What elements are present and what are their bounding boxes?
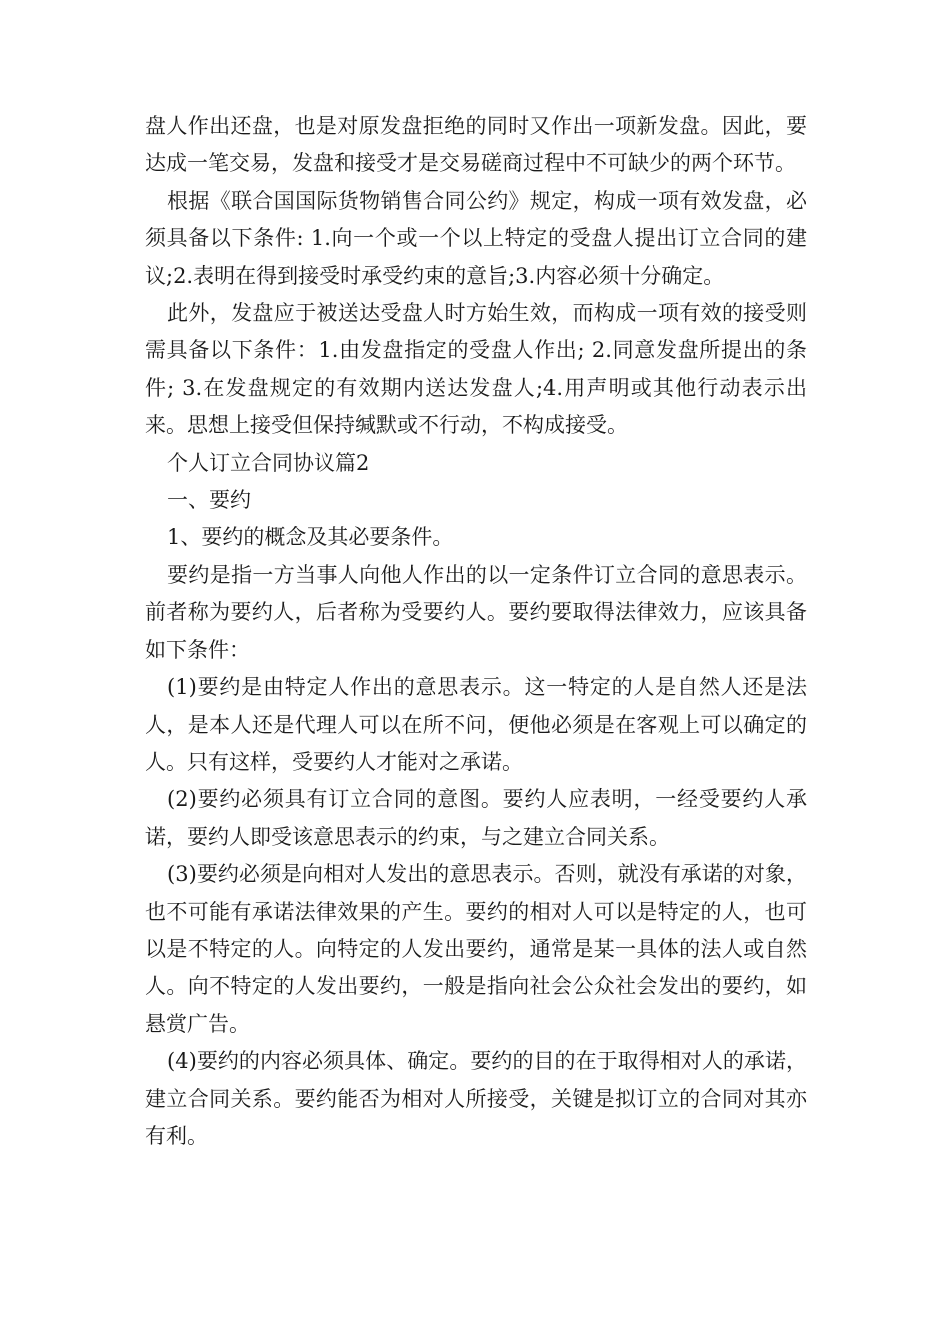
list-item-1: (1)要约是由特定人作出的意思表示。这一特定的人是自然人还是法人，是本人还是代理人可以在所不问，便他必须是在客观上可以确定的人。只有这样，受要约人才能对之承诺。 <box>145 675 807 774</box>
paragraph-offer-conditions: 根据《联合国国际货物销售合同公约》规定，构成一项有效发盘，必须具备以下条件: 1.向一个或一个以上特定的受盘人提出订立合同的建议;2.表明在得到接受时承受约束的意旨;3.内容必须十分确定。 <box>145 188 807 288</box>
section-heading-offer: 一、要约 <box>167 488 252 513</box>
paragraph-acceptance-conditions: 此外，发盘应于被送达受盘人时方始生效，而构成一项有效的接受则需具备以下条件：1.由发盘指定的受盘人作出; 2.同意发盘所提出的条件; 3.在发盘规定的有效期内送达发盘人;4.用声明或其他行动表示出来。思想上接受但保持缄默或不行动，不构成接受。 <box>145 301 807 438</box>
section-title: 个人订立合同协议篇2 <box>167 450 370 475</box>
document-page <box>145 108 807 1155</box>
paragraph-offer-definition: 要约是指一方当事人向他人作出的以一定条件订立合同的意思表示。前者称为要约人，后者称为受要约人。要约要取得法律效力，应该具备如下条件： <box>145 562 807 662</box>
subsection-heading: 1、要约的概念及其必要条件。 <box>167 525 454 550</box>
paragraph-continuation: 盘人作出还盘，也是对原发盘拒绝的同时又作出一项新发盘。因此，要达成一笔交易，发盘和接受才是交易磋商过程中不可缺少的两个环节。 <box>145 114 807 176</box>
list-item-4: (4)要约的内容必须具体、确定。要约的目的在于取得相对人的承诺，建立合同关系。要约能否为相对人所接受，关键是拟订立的合同对其亦有利。 <box>145 1049 807 1148</box>
list-item-2: (2)要约必须具有订立合同的意图。要约人应表明，一经受要约人承诺，要约人即受该意思表示的约束，与之建立合同关系。 <box>145 787 807 849</box>
list-item-3: (3)要约必须是向相对人发出的意思表示。否则，就没有承诺的对象，也不可能有承诺法律效果的产生。要约的相对人可以是特定的人，也可以是不特定的人。向特定的人发出要约，通常是某一具体的法人或自然人。向不特定的人发出要约，一般是指向社会公众社会发出的要约，如悬赏广告。 <box>145 862 807 1036</box>
